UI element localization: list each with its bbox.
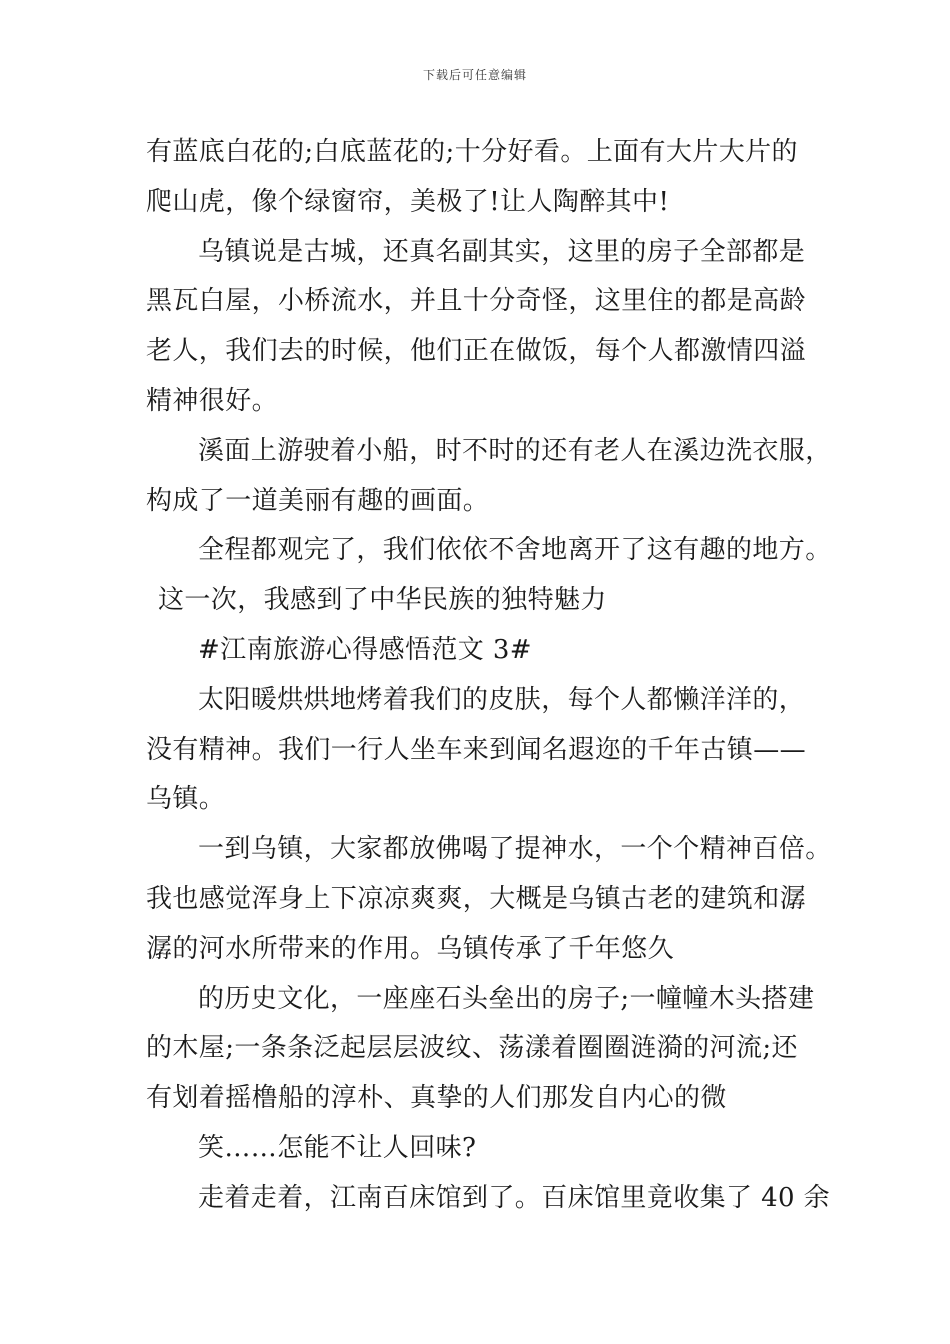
text-line: 的木屋;一条条泛起层层波纹、荡漾着圈圈涟漪的河流;还 bbox=[146, 1033, 798, 1064]
text-line: 没有精神。我们一行人坐车来到闻名遐迩的千年古镇—— bbox=[146, 734, 807, 765]
text-line: 爬山虎，像个绿窗帘，美极了!让人陶醉其中! bbox=[146, 186, 670, 217]
text-line: 笑……怎能不让人回味? bbox=[198, 1132, 477, 1163]
text-line: 有蓝底白花的;白底蓝花的;十分好看。上面有大片大片的 bbox=[146, 137, 798, 167]
text-line: 这一次，我感到了中华民族的独特魅力 bbox=[158, 585, 607, 616]
text-line: 溪面上游驶着小船，时不时的还有老人在溪边洗衣服， bbox=[198, 435, 832, 466]
document-body bbox=[146, 128, 832, 1224]
text-line: 黑瓦白屋，小桥流水，并且十分奇怪，这里住的都是高龄 bbox=[146, 286, 807, 317]
text-line: 精神很好。 bbox=[146, 385, 279, 416]
text-line: 我也感觉浑身上下凉凉爽爽，大概是乌镇古老的建筑和潺 bbox=[146, 883, 807, 914]
text-line: 全程都观完了，我们依依不舍地离开了这有趣的地方。 bbox=[198, 535, 832, 566]
text-line: 太阳暖烘烘地烤着我们的皮肤，每个人都懒洋洋的， bbox=[198, 684, 806, 715]
text-line: 乌镇。 bbox=[146, 784, 226, 815]
text-line: 老人，我们去的时候，他们正在做饭，每个人都激情四溢 bbox=[146, 336, 807, 367]
text-line: 一到乌镇，大家都放佛喝了提神水，一个个精神百倍。 bbox=[198, 834, 832, 865]
text-line: 的历史文化，一座座石头垒出的房子;一幢幢木头搭建 bbox=[198, 983, 815, 1014]
text-line: 构成了一道美丽有趣的画面。 bbox=[146, 485, 490, 516]
section-heading: #江南旅游心得感悟范文 3# bbox=[198, 634, 532, 665]
text-line: 有划着摇橹船的淳朴、真挚的人们那发自内心的微 bbox=[146, 1083, 727, 1114]
text-line: 乌镇说是古城，还真名副其实，这里的房子全部都是 bbox=[198, 236, 806, 267]
text-line: 潺的河水所带来的作用。乌镇传承了千年悠久 bbox=[146, 933, 675, 964]
page-header: 下载后可任意编辑 bbox=[422, 68, 527, 82]
text-line: 走着走着，江南百床馆到了。百床馆里竟收集了 40 余 bbox=[198, 1182, 831, 1213]
